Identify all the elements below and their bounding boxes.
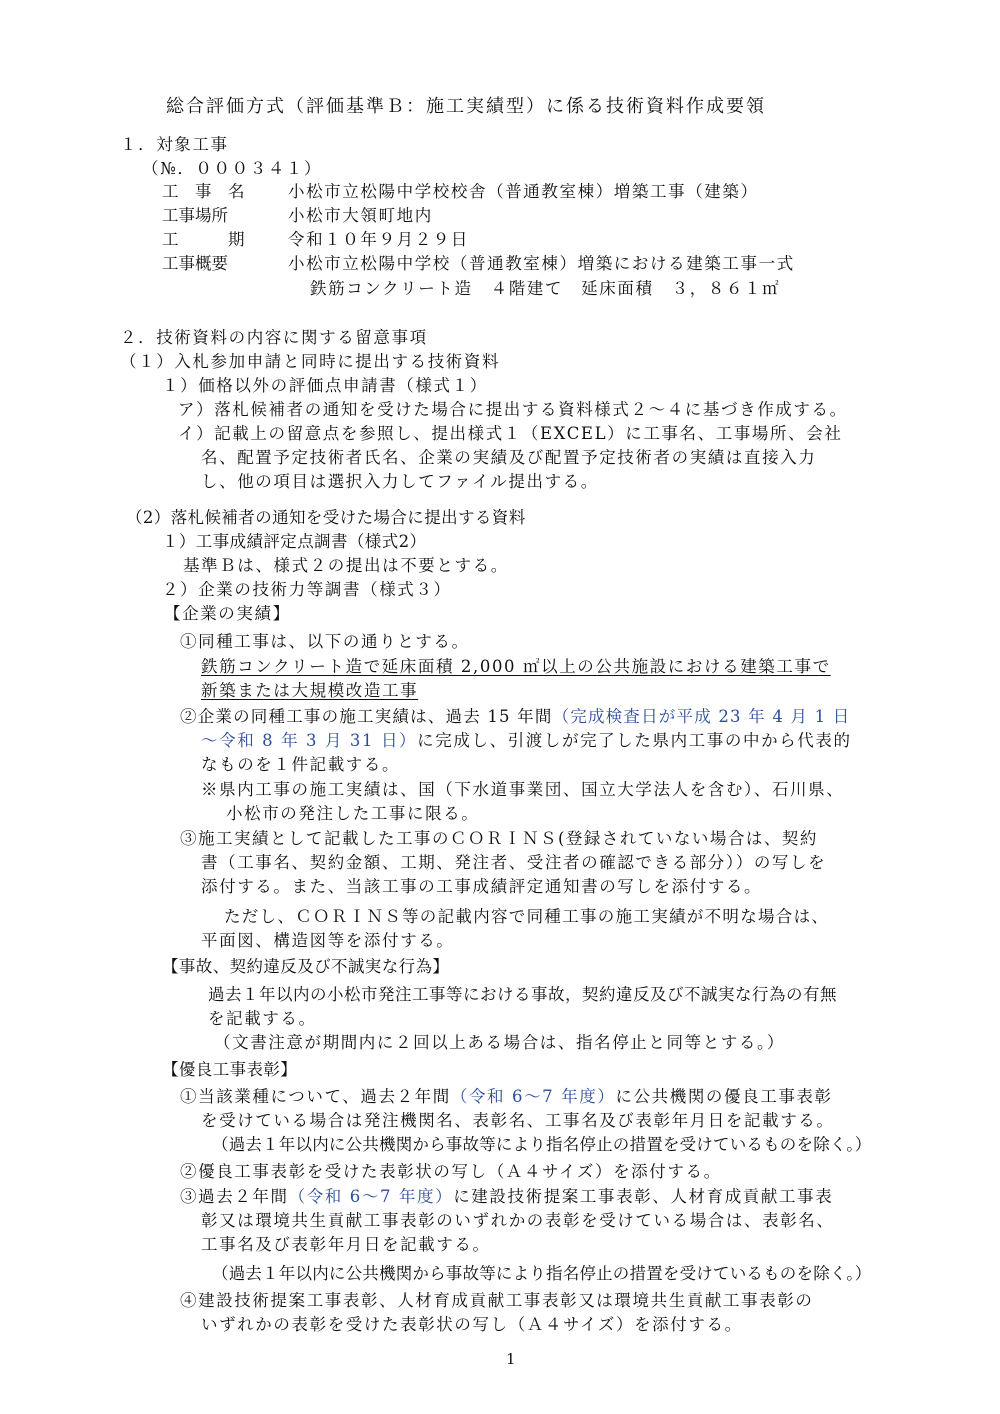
company-p1-underline2: 新築または大規模改造工事 xyxy=(201,681,419,700)
award-a1-line1 xyxy=(180,1086,833,1108)
sub1-i-line1: イ）記載上の留意点を参照し、提出様式１（EXCEL）に工事名、工事場所、会社 xyxy=(178,424,843,443)
row-value: 小松市立松陽中学校（普通教室棟）増築における建築工事一式 xyxy=(288,254,795,273)
sub1-i-line3: し、他の項目は選択入力してファイル提出する。 xyxy=(201,472,599,491)
award-a3-line3: 工事名及び表彰年月日を記載する。 xyxy=(201,1235,491,1254)
award-a1-a: ①当該業種について、過去２年間 xyxy=(180,1087,451,1106)
company-p2-d: に完成し、引渡しが完了した県内工事の中から代表的 xyxy=(417,731,852,750)
award-a1-period: （令和 6～7 年度） xyxy=(450,1087,616,1106)
company-heading: 【企業の実績】 xyxy=(164,604,291,623)
project-overview-line2: 鉄筋コンクリート造 ４階建て 延床面積 ３，８６１㎡ xyxy=(310,279,781,298)
award-a1-line2: を受けている場合は発注機関名、表彰名、工事名及び表彰年月日を記載する。 xyxy=(201,1111,835,1130)
award-a3-line4: （過去１年以内に公共機関から事故等により指名停止の措置を受けているものを除く。） xyxy=(212,1264,872,1283)
sub1-item1: １）価格以外の評価点申請書（様式１） xyxy=(162,376,488,395)
row-value: 小松市立松陽中学校校舎（普通教室棟）増築工事（建築） xyxy=(288,182,759,201)
company-p2-period-end: ～令和 8 年 3 月 31 日） xyxy=(201,731,418,750)
award-a3-period: （令和 6～7 年度） xyxy=(288,1187,454,1206)
award-a4-line1: ④建設技術提案工事表彰、人材育成貢献工事表彰又は環境共生貢献工事表彰の xyxy=(180,1291,814,1310)
sub1-i-line2: 名、配置予定技術者氏名、企業の実績及び配置予定技術者の実績は直接入力 xyxy=(201,448,817,467)
accident-line2: を記載する。 xyxy=(208,1009,317,1028)
sub2-item1-note: 基準Ｂは、様式２の提出は不要とする。 xyxy=(183,556,509,575)
sub2-item2: ２）企業の技術力等調書（様式３） xyxy=(162,580,452,599)
award-a1-line3: （過去１年以内に公共機関から事故等により指名停止の措置を受けているものを除く。） xyxy=(212,1135,872,1154)
project-row-location xyxy=(162,205,433,227)
row-label: 工事場所 xyxy=(162,206,228,225)
row-label: 工事概要 xyxy=(162,254,228,273)
award-a3-line1 xyxy=(180,1186,833,1208)
award-a4-line2: いずれかの表彰を受けた表彰状の写し（Ａ４サイズ）を添付する。 xyxy=(201,1315,743,1334)
project-row-overview xyxy=(162,253,795,275)
company-note2: 小松市の発注した工事に限る。 xyxy=(226,804,480,823)
row-value: 小松市大領町地内 xyxy=(288,206,433,225)
sub2-heading: （2）落札候補者の通知を受けた場合に提出する資料 xyxy=(126,508,526,527)
company-p3-line2: 書（工事名、契約金額、工期、発注者、受注者の確認できる部分））の写しを xyxy=(201,853,827,872)
company-p3-line1: ③施工実績として記載した工事のＣＯＲＩＮＳ(登録されていない場合は、契約 xyxy=(180,829,818,848)
award-a1-c: に公共機関の優良工事表彰 xyxy=(615,1087,833,1106)
company-p2-line1 xyxy=(180,706,850,728)
company-p3-line4: ただし、ＣＯＲＩＮＳ等の記載内容で同種工事の施工実績が不明な場合は、 xyxy=(224,907,830,926)
sub2-item1: １）工事成績評定点調書（様式2） xyxy=(162,532,427,551)
award-a2: ②優良工事表彰を受けた表彰状の写し（Ａ４サイズ）を添付する。 xyxy=(180,1162,722,1181)
sub1-a: ア）落札候補者の通知を受けた場合に提出する資料様式２～４に基づき作成する。 xyxy=(178,400,848,419)
row-label: 工 期 xyxy=(162,230,245,249)
company-p2-line3: なものを１件記載する。 xyxy=(201,755,401,774)
award-a3-a: ③過去２年間 xyxy=(180,1187,289,1206)
company-p1: ①同種工事は、以下の通りとする。 xyxy=(180,632,470,651)
company-p2-a: ②企業の同種工事の施工実績は、過去 15 年間 xyxy=(180,707,553,726)
row-label: 工 事 名 xyxy=(162,182,245,201)
accident-line1: 過去１年以内の小松市発注工事等における事故，契約違反及び不誠実な行為の有無 xyxy=(208,985,837,1004)
award-a3-c: に建設技術提案工事表彰、人材育成貢献工事表 xyxy=(453,1187,834,1206)
row-value: 令和１０年９月２９日 xyxy=(288,230,469,249)
project-number: （№．０００３４１） xyxy=(142,159,323,178)
company-p1-underline1: 鉄筋コンクリート造で延床面積 2,000 ㎡以上の公共施設における建築工事で xyxy=(201,657,831,676)
page-title: 総合評価方式（評価基準Ｂ：施工実績型）に係る技術資料作成要領 xyxy=(166,96,766,117)
accident-line3: （文書注意が期間内に２回以上ある場合は、指名停止と同等とする。） xyxy=(214,1033,785,1052)
company-p2-period-start: （完成検査日が平成 23 年 4 月 1 日 xyxy=(552,707,851,726)
accident-heading: 【事故、契約違反及び不誠実な行為】 xyxy=(162,957,450,976)
project-row-name xyxy=(162,181,759,203)
page-number: 1 xyxy=(506,1350,516,1368)
sub1-heading: （１）入札参加申請と同時に提出する技術資料 xyxy=(120,352,501,371)
company-note1: ※県内工事の施工実績は、国（下水道事業団、国立大学法人を含む）、石川県、 xyxy=(201,780,845,799)
section1-heading: １．対象工事 xyxy=(120,135,229,154)
award-a3-line2: 彰又は環境共生貢献工事表彰のいずれかの表彰を受けている場合は、表彰名、 xyxy=(201,1211,835,1230)
project-row-period xyxy=(162,229,469,251)
company-p2-line2 xyxy=(201,730,852,752)
section2-heading: ２．技術資料の内容に関する留意事項 xyxy=(120,328,428,347)
company-p3-line5: 平面図、構造図等を添付する。 xyxy=(201,931,455,950)
company-p3-line3: 添付する。また、当該工事の工事成績評定通知書の写しを添付する。 xyxy=(201,877,763,896)
award-heading: 【優良工事表彰】 xyxy=(162,1060,298,1079)
